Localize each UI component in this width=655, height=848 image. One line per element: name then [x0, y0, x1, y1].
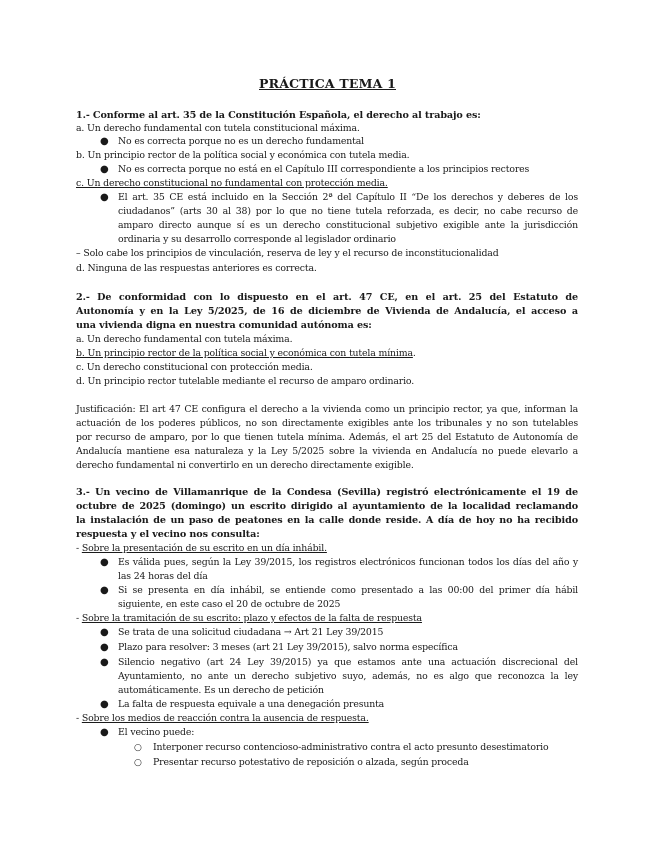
bullet-icon: ●: [100, 585, 109, 596]
q3-section-1-heading: Sobre la presentación de su escrito en un día inhábil.: [81, 543, 327, 554]
q3-s3-bullet-1: El vecino puede:: [118, 727, 195, 738]
q3-section-2-row: [76, 613, 422, 625]
bullet-icon: ●: [100, 727, 109, 738]
q3-s1-bullet-1-line: las 24 horas del día: [118, 571, 208, 582]
q2-option-a: a. Un derecho fundamental con tutela máxima.: [76, 334, 293, 345]
q3-s2-bullet-2: Plazo para resolver: 3 meses (art 21 Ley 39/2015), salvo norma específica: [118, 642, 458, 653]
question-3-line: respuesta y el vecino nos consulta:: [76, 529, 260, 540]
q3-s3-sub-1: Interponer recurso contencioso-administrativo contra el acto presunto desestimatorio: [153, 742, 549, 753]
q1-option-b-note: No es correcta porque no está en el Capítulo III correspondiente a los principios rectores: [118, 164, 530, 175]
q1-option-b: b. Un principio rector de la política social y económica con tutela media.: [76, 150, 410, 161]
question-2-line: Autonomía y en la Ley 5/2025, de 16 de diciembre de Vivienda de Andalucía, el acceso a: [76, 306, 578, 317]
q1-option-c-note-line: amparo directo aunque sí es un derecho constitucional subjetivo exigible ante la jurisdicción: [118, 220, 578, 231]
q3-section-3-row: [76, 713, 369, 725]
q1-option-c-note-line: El art. 35 CE está incluido en la Sección 2ª del Capítulo II “De los derechos y deberes de los: [118, 192, 578, 203]
bullet-icon: ●: [100, 164, 109, 175]
q1-option-c-correct: c. Un derecho constitucional no fundamental con protección media.: [76, 178, 388, 189]
q2-justification-line: actuación de los poderes públicos, no son directamente exigibles ante los tribunales y no son tutelables: [76, 418, 578, 429]
q3-s2-bullet-3-line: automáticamente. Es un derecho de petición: [118, 685, 324, 696]
q2-option-b-row: [76, 348, 416, 360]
page-title: PRÁCTICA TEMA 1: [259, 76, 396, 91]
q3-s2-bullet-4: La falta de respuesta equivale a una denegación presunta: [118, 699, 385, 710]
section-dash: -: [76, 613, 82, 624]
q1-option-c-note-line: ciudadanos” (arts 30 al 38) por lo que no tiene tutela reforzada, es decir, no cabe recurso de: [118, 206, 578, 217]
bullet-icon: ●: [100, 136, 109, 147]
q2-justification-line: derecho fundamental ni convertirlo en un derecho directamente exigible.: [76, 460, 414, 471]
question-3-line: octubre de 2025 (domingo) un escrito dirigido al ayuntamiento de la localidad reclamando: [76, 501, 578, 512]
q3-section-1-row: [76, 543, 327, 555]
q1-dash-note: – Solo cabe los principios de vinculación, reserva de ley y el recurso de inconstitucionalidad: [76, 248, 499, 259]
q2-justification-line: Justificación: El art 47 CE configura el derecho a la vivienda como un principio rector, ya que, informan la: [76, 404, 578, 415]
q3-section-2-heading: Sobre la tramitación de su escrito: plazo y efectos de la falta de respuesta: [81, 613, 422, 624]
q3-s2-bullet-3-line: Ayuntamiento, no ante un derecho subjetivo suyo, además, no es algo que reconozca la ley: [118, 671, 578, 682]
question-2-line: una vivienda digna en nuestra comunidad autónoma es:: [76, 320, 372, 331]
hollow-bullet-icon: ○: [134, 743, 142, 753]
q2-justification-line: por recurso de amparo, por lo que tienen tutela mínima. Además, el art 25 del Estatuto de Autonomía de: [76, 432, 578, 443]
question-3-line: 3.- Un vecino de Villamanrique de la Condesa (Sevilla) registró electrónicamente el 19 de: [76, 487, 578, 498]
section-dash: -: [76, 713, 82, 724]
q3-s1-bullet-1-line: Es válida pues, según la Ley 39/2015, los registros electrónicos funcionan todos los días del año y: [118, 557, 578, 568]
q3-s1-bullet-2-line: Si se presenta en día inhábil, se entiende como presentado a las 00:00 del primer día hábil: [118, 585, 578, 596]
q1-option-c-note-line: ordinaria y su desarrollo corresponde al legislador ordinario: [118, 234, 396, 245]
q3-section-3-heading: Sobre los medios de reacción contra la ausencia de respuesta.: [81, 713, 369, 724]
bullet-icon: ●: [100, 557, 109, 568]
bullet-icon: ●: [100, 699, 109, 710]
question-3-line: la instalación de un paso de peatones en la calle donde reside. A día de hoy no ha recibido: [76, 515, 578, 526]
q2-option-b-correct: b. Un principio rector de la política social y económica con tutela mínima: [76, 348, 413, 359]
question-2-line: 2.- De conformidad con lo dispuesto en el art. 47 CE, en el art. 25 del Estatuto de: [76, 292, 578, 303]
q3-s2-bullet-3-line: Silencio negativo (art 24 Ley 39/2015) ya que estamos ante una actuación discrecional del: [118, 657, 578, 668]
q2-option-d: d. Un principio rector tutelable mediante el recurso de amparo ordinario.: [76, 376, 415, 387]
q3-s1-bullet-2-line: siguiente, en este caso el 20 de octubre de 2025: [118, 599, 341, 610]
q3-s2-bullet-1: Se trata de una solicitud ciudadana → Art 21 Ley 39/2015: [118, 627, 384, 638]
hollow-bullet-icon: ○: [134, 758, 142, 768]
q2-option-c: c. Un derecho constitucional con protección media.: [76, 362, 313, 373]
bullet-icon: ●: [100, 627, 109, 638]
bullet-icon: ●: [100, 642, 109, 653]
question-1: 1.- Conforme al art. 35 de la Constitución Española, el derecho al trabajo es:: [76, 110, 481, 121]
q1-option-a: a. Un derecho fundamental con tutela constitucional máxima.: [76, 123, 360, 134]
q3-s3-sub-2: Presentar recurso potestativo de reposición o alzada, según proceda: [153, 757, 469, 768]
q2-justification-line: Andalucía mantiene esa naturaleza y la Ley 5/2025 sobre la vivienda en Andalucía no puede elevarlo a: [76, 446, 578, 457]
q2-option-b-dot: .: [412, 348, 416, 359]
bullet-icon: ●: [100, 192, 109, 203]
section-dash: -: [76, 543, 82, 554]
q1-option-a-note: No es correcta porque no es un derecho fundamental: [118, 136, 365, 147]
bullet-icon: ●: [100, 657, 109, 668]
q1-option-d: d. Ninguna de las respuestas anteriores es correcta.: [76, 263, 317, 274]
